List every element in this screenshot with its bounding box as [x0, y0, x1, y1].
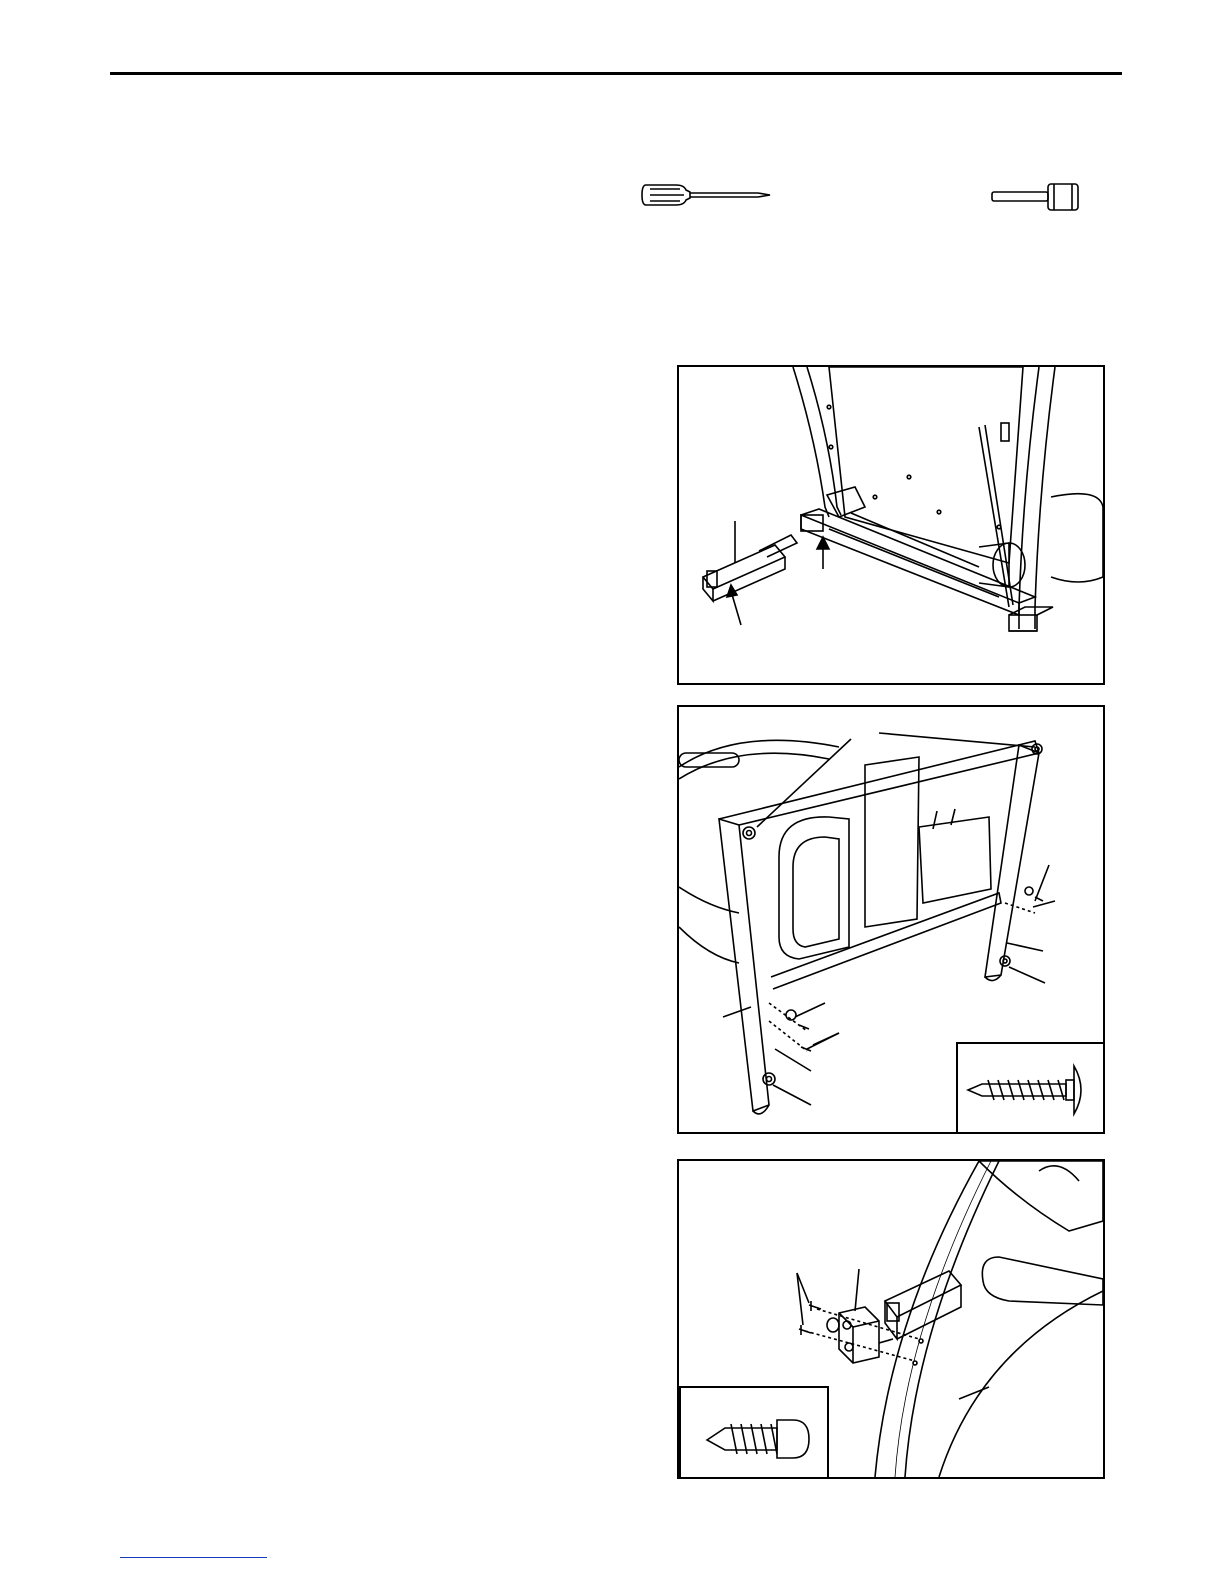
figure-panel-3	[677, 1159, 1105, 1479]
rubber-mallet-icon	[988, 180, 1088, 214]
figure-1-drawing	[679, 367, 1103, 683]
footer-link-underline[interactable]	[120, 1557, 267, 1558]
fastener-inset-1	[956, 1042, 1105, 1134]
washer-head-screw-icon	[958, 1044, 1103, 1132]
fastener-inset-2	[679, 1386, 829, 1479]
phillips-screwdriver-icon	[640, 180, 780, 210]
header-rule	[110, 72, 1122, 75]
round-head-screw-icon	[681, 1388, 827, 1477]
figure-panel-2	[677, 705, 1105, 1134]
figure-panel-1	[677, 365, 1105, 685]
